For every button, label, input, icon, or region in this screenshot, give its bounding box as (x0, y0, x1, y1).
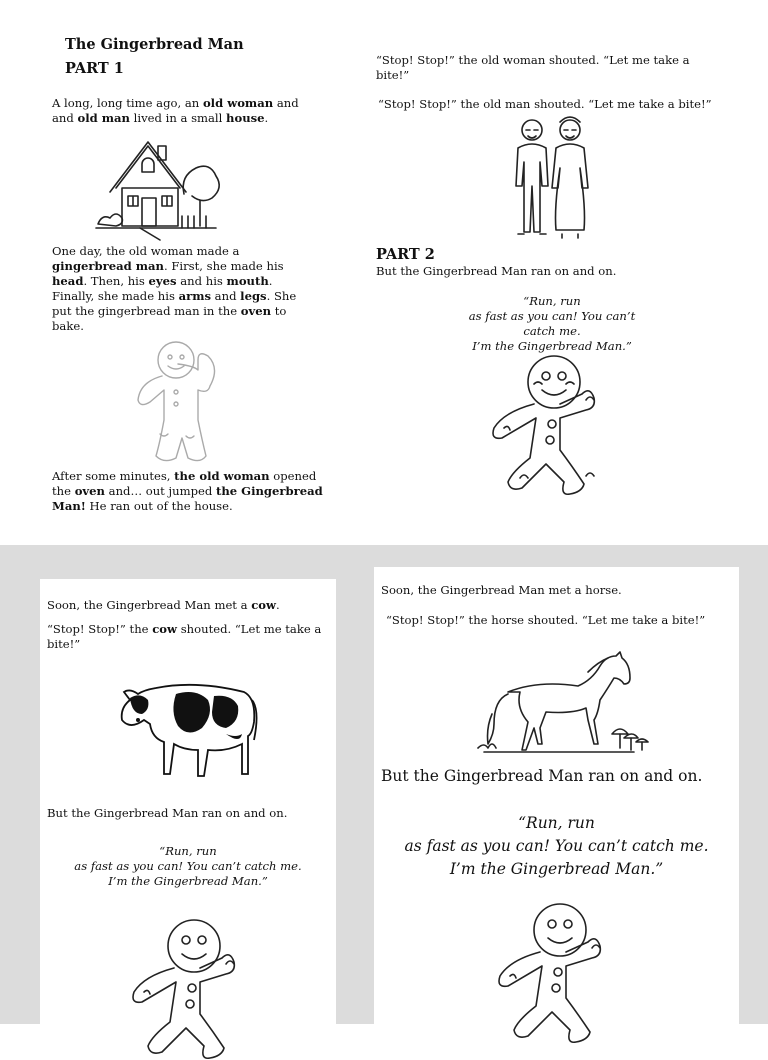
paragraph-bake: One day, the old woman made a gingerbread man. First, she made his head. Then, his eyes and his mouth. Finally, she made his arms and legs. She put the gingerbread man in the oven to bake. (52, 244, 297, 333)
met-cow-text: Soon, the Gingerbread Man met a cow. (47, 598, 280, 612)
story-title: The Gingerbread Man (65, 36, 244, 53)
part-1-heading: PART 1 (65, 60, 124, 77)
ran-on-text-1: But the Gingerbread Man ran on and on. (376, 264, 617, 278)
horse-dialogue: “Stop! Stop!” the horse shouted. “Let me take a bite!” (386, 613, 706, 627)
old-man-dialogue: “Stop! Stop!” the old man shouted. “Let me take a bite!” (378, 97, 712, 111)
chant-1: “Run, run as fast as you can! You can’t catch me. I’m the Gingerbread Man.” (468, 294, 636, 353)
cow-illustration (116, 664, 260, 780)
met-horse-text: Soon, the Gingerbread Man met a horse. (381, 583, 622, 597)
ran-on-text-2: But the Gingerbread Man ran on and on. (47, 806, 288, 820)
old-woman-dialogue: “Stop! Stop!” the old woman shouted. “Let me take a bite!” (376, 53, 690, 82)
gingerbread-outline-illustration (134, 340, 230, 460)
cow-dialogue: “Stop! Stop!” the cow shouted. “Let me take a bite!” (47, 622, 322, 651)
gingerbread-running-illustration-3 (496, 900, 620, 1044)
paragraph-intro: A long, long time ago, an old woman and and old man lived in a small house. (52, 96, 299, 125)
old-couple-illustration (510, 116, 594, 240)
paragraph-jump: After some minutes, the old woman opened the oven and… out jumped the Gingerbread Man! He ran out of the house. (52, 469, 323, 513)
gingerbread-running-illustration (490, 352, 614, 496)
part-2-heading: PART 2 (376, 246, 435, 263)
house-illustration (96, 136, 226, 241)
ran-on-text-3: But the Gingerbread Man ran on and on. (381, 767, 703, 785)
chant-2: “Run, run as fast as you can! You can’t catch me. I’m the Gingerbread Man.” (74, 844, 302, 888)
gingerbread-running-illustration-2 (130, 916, 254, 1060)
horse-illustration (478, 652, 658, 758)
chant-3: “Run, run as fast as you can! You can’t catch me. I’m the Gingerbread Man.” (404, 814, 709, 878)
